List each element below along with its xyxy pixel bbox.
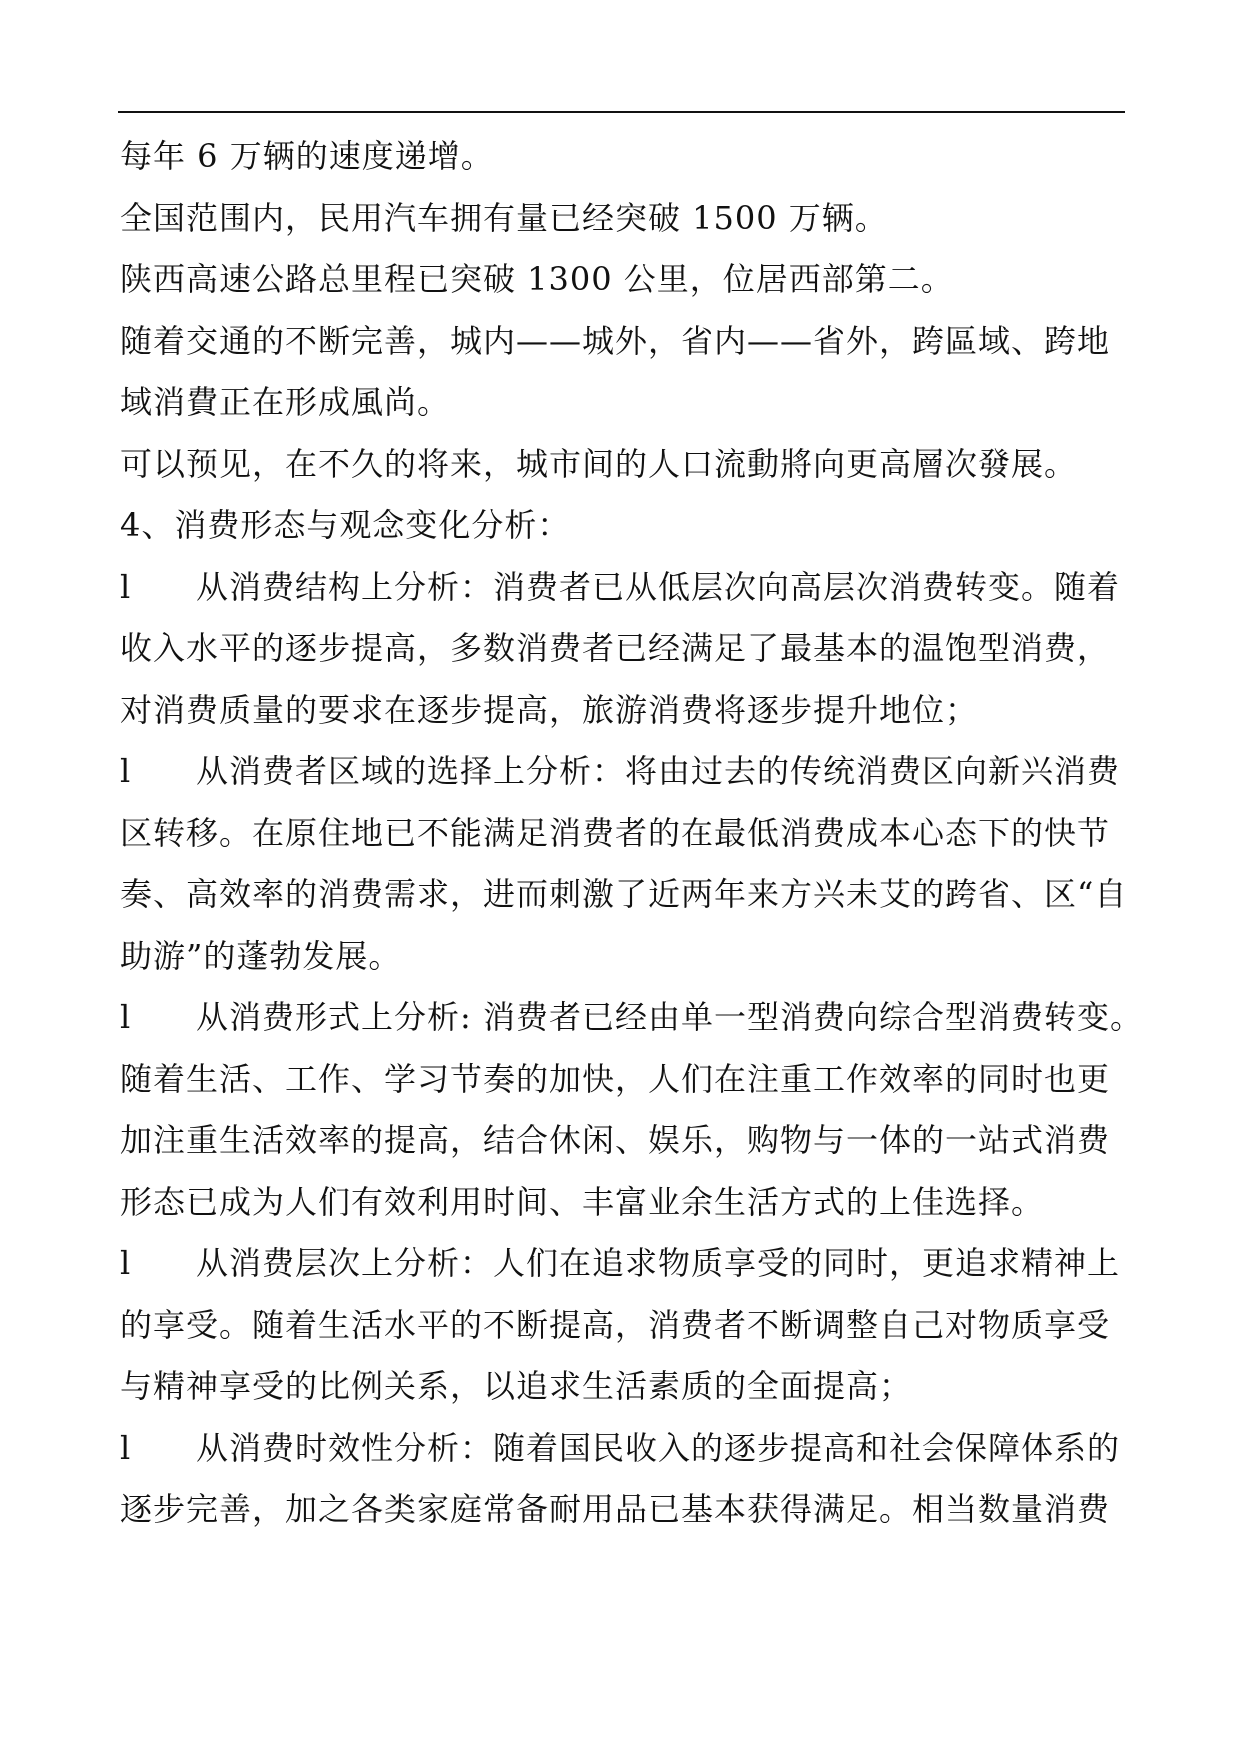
bullet-item bbox=[120, 741, 1130, 987]
bullet-marker: l bbox=[120, 567, 132, 606]
bullet-line: 对消费质量的要求在逐步提高，旅游消费将逐步提升地位； bbox=[120, 690, 979, 729]
paragraph: 全国范围内，民用汽车拥有量已经突破 1500 万辆。 bbox=[120, 198, 888, 237]
bullet-line: 逐步完善，加之各类家庭常备耐用品已基本获得满足。相当数量消费 bbox=[120, 1490, 1111, 1528]
paragraph: 每年 6 万辆的速度递增。 bbox=[120, 137, 494, 175]
paragraph: 域消費正在形成風尚。 bbox=[120, 383, 451, 421]
paragraph: 随着交通的不断完善，城内——城外，省内——省外，跨區域、跨地 bbox=[120, 321, 1111, 360]
bullet-line: 加注重生活效率的提高，结合休闲、娱乐，购物与一体的一站式消费 bbox=[120, 1121, 1111, 1159]
bullet-item bbox=[120, 1233, 1130, 1418]
bullet-line: 收入水平的逐步提高，多数消费者已经满足了最基本的温饱型消费， bbox=[120, 629, 1111, 667]
bullet-marker: l bbox=[120, 1428, 132, 1467]
bullet-marker: l bbox=[120, 998, 132, 1036]
section-heading: 4、消费形态与观念变化分析： bbox=[120, 506, 571, 544]
bullet-text: 从消费者区域的选择上分析：将由过去的传统消费区向新兴消费 bbox=[196, 752, 1121, 790]
paragraph: 可以预见，在不久的将来，城市间的人口流動將向更高層次發展。 bbox=[120, 444, 1078, 483]
bullet-line: 区转移。在原住地已不能满足消费者的在最低消费成本心态下的快节 bbox=[120, 813, 1111, 852]
bullet-text: 从消费形式上分析: 消费者已经由单一型消费向综合型消费转变。 bbox=[196, 998, 1143, 1036]
bullet-line: 奏、高效率的消费需求，进而刺激了近两年来方兴未艾的跨省、区“自 bbox=[120, 875, 1128, 913]
bullet-line: 助游”的蓬勃发展。 bbox=[120, 936, 402, 975]
bullet-text: 从消费时效性分析：随着国民收入的逐步提高和社会保障体系的 bbox=[196, 1428, 1121, 1467]
paragraph: 陕西高速公路总里程已突破 1300 公里，位居西部第二。 bbox=[120, 260, 954, 298]
bullet-line bbox=[120, 1418, 1130, 1480]
bullet-line bbox=[120, 1233, 1130, 1295]
bullet-line bbox=[120, 557, 1130, 619]
bullet-line: 随着生活、工作、学习节奏的加快，人们在注重工作效率的同时也更 bbox=[120, 1059, 1111, 1098]
bullet-line: 形态已成为人们有效利用时间、丰富业余生活方式的上佳选择。 bbox=[120, 1182, 1045, 1221]
bullet-item bbox=[120, 557, 1130, 742]
document-body bbox=[120, 126, 1143, 1541]
bullet-line bbox=[120, 741, 1130, 803]
bullet-text: 从消费结构上分析：消费者已从低层次向高层次消费转变。随着 bbox=[196, 567, 1121, 606]
bullet-line bbox=[120, 987, 1143, 1049]
bullet-item bbox=[120, 1418, 1130, 1541]
bullet-marker: l bbox=[120, 752, 132, 790]
bullet-text: 从消费层次上分析：人们在追求物质享受的同时，更追求精神上 bbox=[196, 1244, 1121, 1282]
bullet-item bbox=[120, 987, 1143, 1233]
bullet-line: 的享受。随着生活水平的不断提高，消费者不断调整自己对物质享受 bbox=[120, 1305, 1111, 1344]
bullet-marker: l bbox=[120, 1244, 132, 1282]
header-rule bbox=[118, 111, 1125, 113]
bullet-line: 与精神享受的比例关系，以追求生活素质的全面提高； bbox=[120, 1367, 913, 1405]
